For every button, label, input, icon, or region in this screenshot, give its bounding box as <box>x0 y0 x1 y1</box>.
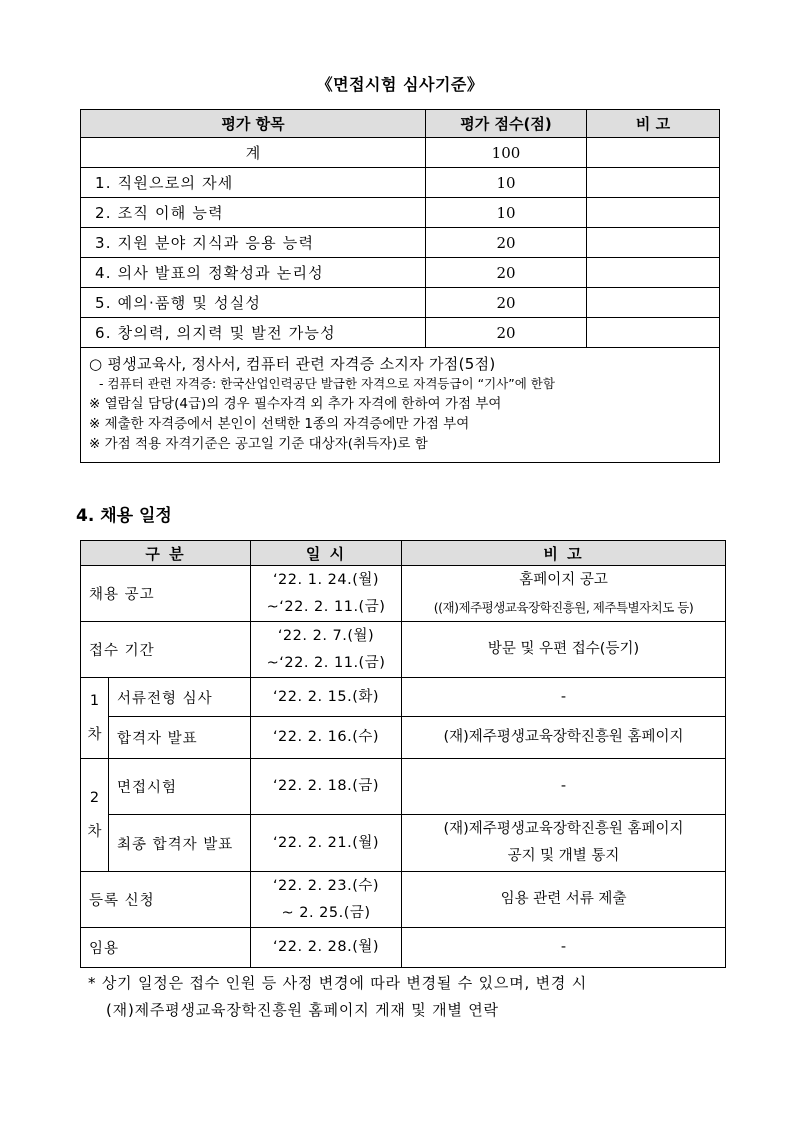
register-label: 등록 신청 <box>81 872 251 928</box>
table-row <box>81 318 720 348</box>
note-line: ※ 제출한 자격증에서 본인이 선택한 1종의 자격증에만 가점 부여 <box>89 416 470 432</box>
interview-criteria-title: 《면접시험 심사기준》 <box>316 75 484 94</box>
table-header-row <box>81 110 720 138</box>
schedule-table <box>80 540 726 968</box>
schedule-footnote <box>88 970 748 1024</box>
table-row <box>81 678 726 717</box>
criterion-remark <box>587 318 720 348</box>
total-row <box>81 138 720 168</box>
criterion-remark <box>587 168 720 198</box>
notes-row <box>81 348 720 463</box>
notes-cell <box>81 348 720 463</box>
footnote-line: * 상기 일정은 접수 인원 등 사정 변경에 따라 변경될 수 있으며, 변경 시 <box>88 974 588 992</box>
header-score: 평가 점수(점) <box>426 110 587 138</box>
criterion-name: 1. 직원으로의 자세 <box>81 168 426 198</box>
final-pass-date: ‘22. 2. 21.(월) <box>251 815 402 872</box>
interview-remark: - <box>402 759 726 815</box>
criterion-name: 2. 조직 이해 능력 <box>81 198 426 228</box>
doc-review-date: ‘22. 2. 15.(화) <box>251 678 402 717</box>
schedule-section-title: 4. 채용 일정 <box>76 506 172 526</box>
announce-label: 채용 공고 <box>81 566 251 622</box>
header-category: 구 분 <box>81 541 251 566</box>
doc-review-label: 서류전형 심사 <box>109 678 251 717</box>
doc-pass-date: ‘22. 2. 16.(수) <box>251 717 402 759</box>
register-remark: 임용 관련 서류 제출 <box>402 872 726 928</box>
receipt-date <box>251 622 402 678</box>
criterion-remark <box>587 258 720 288</box>
table-row <box>81 228 720 258</box>
appoint-remark: - <box>402 928 726 968</box>
table-row <box>81 717 726 759</box>
header-date: 일 시 <box>251 541 402 566</box>
table-row <box>81 288 720 318</box>
header-remark: 비 고 <box>402 541 726 566</box>
final-pass-remark <box>402 815 726 872</box>
appoint-date: ‘22. 2. 28.(월) <box>251 928 402 968</box>
stage-number: 2 <box>89 790 100 806</box>
stage-suffix: 차 <box>87 727 102 743</box>
remark-line: 공지 및 개별 통지 <box>507 848 620 864</box>
final-pass-label: 최종 합격자 발표 <box>109 815 251 872</box>
appoint-label: 임용 <box>81 928 251 968</box>
table-row <box>81 622 726 678</box>
note-line: ○ 평생교육사, 정사서, 컴퓨터 관련 자격증 소지자 가점(5점) <box>89 355 496 373</box>
criterion-remark <box>587 288 720 318</box>
date-line: ~‘22. 2. 11.(금) <box>266 598 386 615</box>
interview-date: ‘22. 2. 18.(금) <box>251 759 402 815</box>
remark-line: ((재)제주평생교육장학진흥원, 제주특별자치도 등) <box>433 599 694 615</box>
criterion-score: 20 <box>426 228 587 258</box>
table-row <box>81 198 720 228</box>
announce-remark <box>402 566 726 622</box>
table-row <box>81 872 726 928</box>
date-line: ‘22. 2. 23.(수) <box>272 877 380 894</box>
total-score: 100 <box>426 138 587 168</box>
criterion-name: 6. 창의력, 의지력 및 발전 가능성 <box>81 318 426 348</box>
total-label: 계 <box>81 138 426 168</box>
note-line: - 컴퓨터 관련 자격증: 한국산업인력공단 발급한 자격으로 자격등급이 “기사”에 한함 <box>99 376 555 391</box>
remark-line: (재)제주평생교육장학진흥원 홈페이지 <box>443 821 684 837</box>
register-date <box>251 872 402 928</box>
table-row <box>81 168 720 198</box>
stage-suffix: 차 <box>87 824 102 840</box>
remark-line: 홈페이지 공고 <box>519 571 608 588</box>
note-line: ※ 가점 적용 자격기준은 공고일 기준 대상자(취득자)로 함 <box>89 436 428 452</box>
date-line: ‘22. 1. 24.(월) <box>272 571 380 588</box>
criterion-name: 4. 의사 발표의 정확성과 논리성 <box>81 258 426 288</box>
stage1-label <box>81 678 109 759</box>
stage-number: 1 <box>89 693 100 709</box>
criterion-remark <box>587 198 720 228</box>
doc-pass-remark: (재)제주평생교육장학진흥원 홈페이지 <box>402 717 726 759</box>
table-row <box>81 928 726 968</box>
criterion-name: 5. 예의·품행 및 성실성 <box>81 288 426 318</box>
date-line: ~‘22. 2. 11.(금) <box>266 654 386 671</box>
table-row <box>81 759 726 815</box>
table-row <box>81 258 720 288</box>
doc-pass-label: 합격자 발표 <box>109 717 251 759</box>
criterion-score: 10 <box>426 168 587 198</box>
criterion-remark <box>587 228 720 258</box>
criterion-score: 20 <box>426 258 587 288</box>
table-header-row <box>81 541 726 566</box>
total-remark <box>587 138 720 168</box>
doc-review-remark: - <box>402 678 726 717</box>
header-remark: 비 고 <box>587 110 720 138</box>
table-row <box>81 815 726 872</box>
table-row <box>81 566 726 622</box>
interview-criteria-table <box>80 109 720 463</box>
stage2-label <box>81 759 109 872</box>
date-line: ~ 2. 25.(금) <box>281 904 371 921</box>
receipt-label: 접수 기간 <box>81 622 251 678</box>
receipt-remark: 방문 및 우편 접수(등기) <box>402 622 726 678</box>
announce-date <box>251 566 402 622</box>
date-line: ‘22. 2. 7.(월) <box>277 627 375 644</box>
criterion-score: 20 <box>426 288 587 318</box>
criterion-name: 3. 지원 분야 지식과 응용 능력 <box>81 228 426 258</box>
note-line: ※ 열람실 담당(4급)의 경우 필수자격 외 추가 자격에 한하여 가점 부여 <box>89 396 502 412</box>
header-item: 평가 항목 <box>81 110 426 138</box>
interview-label: 면접시험 <box>109 759 251 815</box>
footnote-line: (재)제주평생교육장학진흥원 홈페이지 게재 및 개별 연락 <box>106 1001 499 1019</box>
criterion-score: 10 <box>426 198 587 228</box>
criterion-score: 20 <box>426 318 587 348</box>
